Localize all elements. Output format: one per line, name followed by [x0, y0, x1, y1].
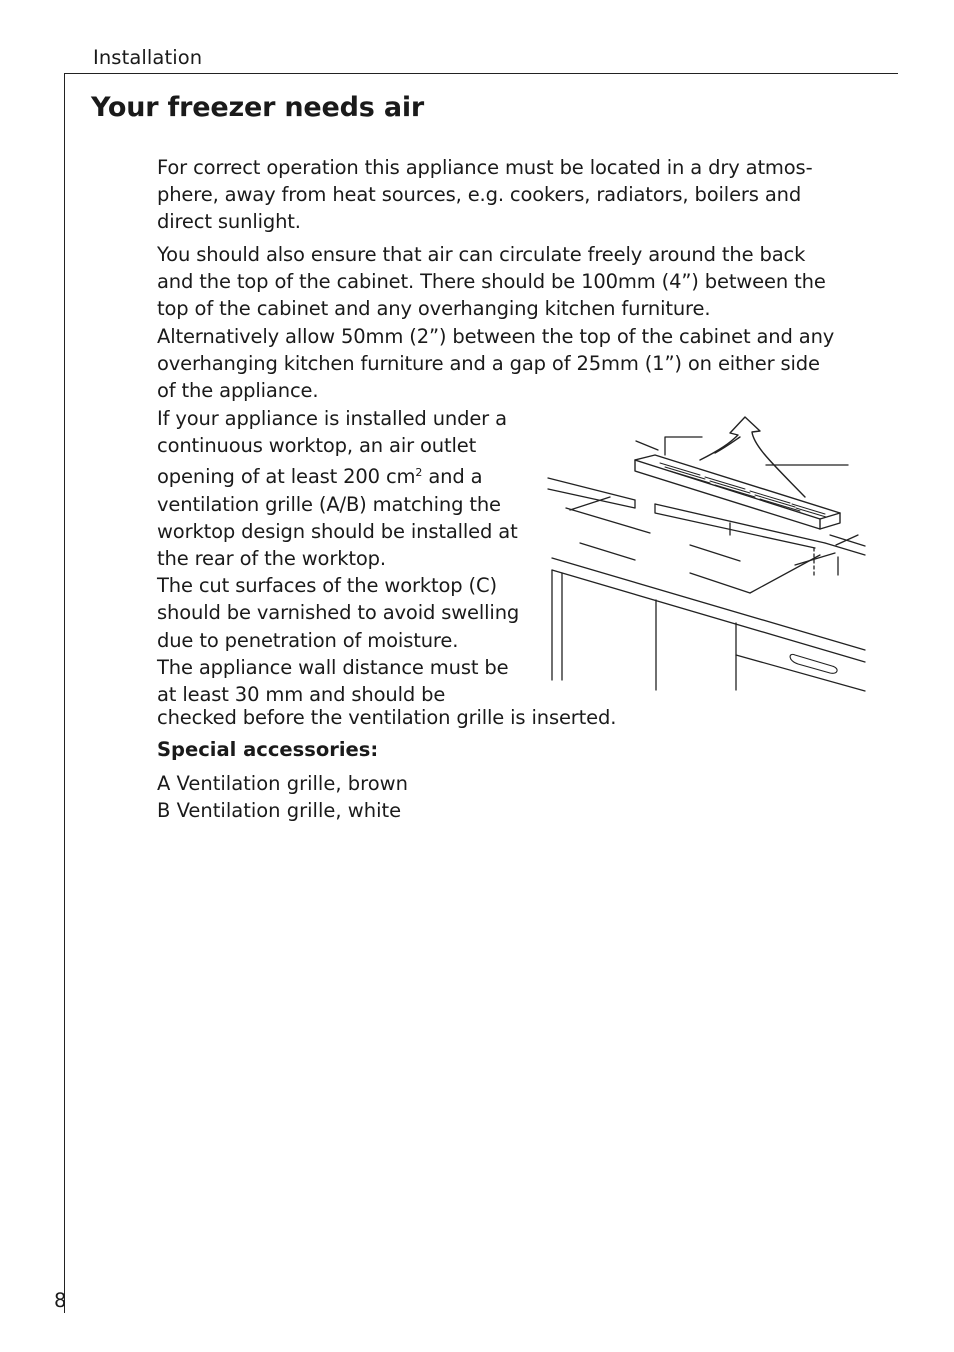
text-line: and the top of the cabinet. There should be 100mm (4”) between the [157, 270, 826, 294]
superscript-two: 2 [415, 466, 423, 480]
text-line: Alternatively allow 50mm (2”) between the top of the cabinet and any [157, 324, 835, 348]
accessories-list [157, 770, 408, 824]
margin-rule-vertical [64, 73, 65, 1313]
text-line: due to penetration of moisture. [157, 628, 459, 652]
text-line: should be varnished to avoid swelling [157, 601, 520, 625]
section-label: Installation [93, 46, 203, 69]
page-title: Your freezer needs air [91, 92, 425, 123]
text-line: continuous worktop, an air outlet [157, 434, 477, 458]
paragraph-air-circulation [157, 241, 887, 404]
text-line: at least 30 mm and should be [157, 683, 446, 707]
text-line: For correct operation this appliance must be located in a dry atmos- [157, 156, 813, 179]
text-line: the rear of the worktop. [157, 547, 386, 571]
page-number: 8 [54, 1289, 67, 1312]
paragraph-worktop-installation [157, 405, 557, 708]
text-fragment: and a [422, 465, 483, 489]
text-line: direct sunlight. [157, 210, 301, 234]
list-item: A Ventilation grille, brown [157, 772, 408, 795]
text-line: If your appliance is installed under a [157, 407, 507, 430]
grille-shape [635, 455, 840, 529]
text-line: ventilation grille (A/B) matching the [157, 492, 501, 516]
accessories-heading: Special accessories: [157, 738, 379, 761]
text-fragment: opening of at least 200 cm [157, 465, 416, 489]
text-line-with-superscript [157, 459, 557, 490]
text-line: You should also ensure that air can circulate freely around the back [157, 243, 806, 266]
paragraph-wall-distance-end: checked before the ventilation grille is inserted. [157, 706, 617, 729]
text-line: The cut surfaces of the worktop (C) [157, 574, 497, 598]
text-line: of the appliance. [157, 379, 319, 403]
drawer-handle-icon [790, 654, 837, 673]
header-rule [64, 73, 898, 74]
text-line: worktop design should be installed at [157, 519, 518, 543]
text-line: top of the cabinet and any overhanging kitchen furniture. [157, 297, 711, 321]
list-item: B Ventilation grille, white [157, 799, 402, 822]
ventilation-grille-diagram [540, 405, 870, 695]
text-line: The appliance wall distance must be [157, 655, 509, 679]
paragraph-location [157, 154, 877, 236]
text-line: overhanging kitchen furniture and a gap of 25mm (1”) on either side [157, 351, 820, 375]
text-line: phere, away from heat sources, e.g. cookers, radiators, boilers and [157, 183, 802, 207]
